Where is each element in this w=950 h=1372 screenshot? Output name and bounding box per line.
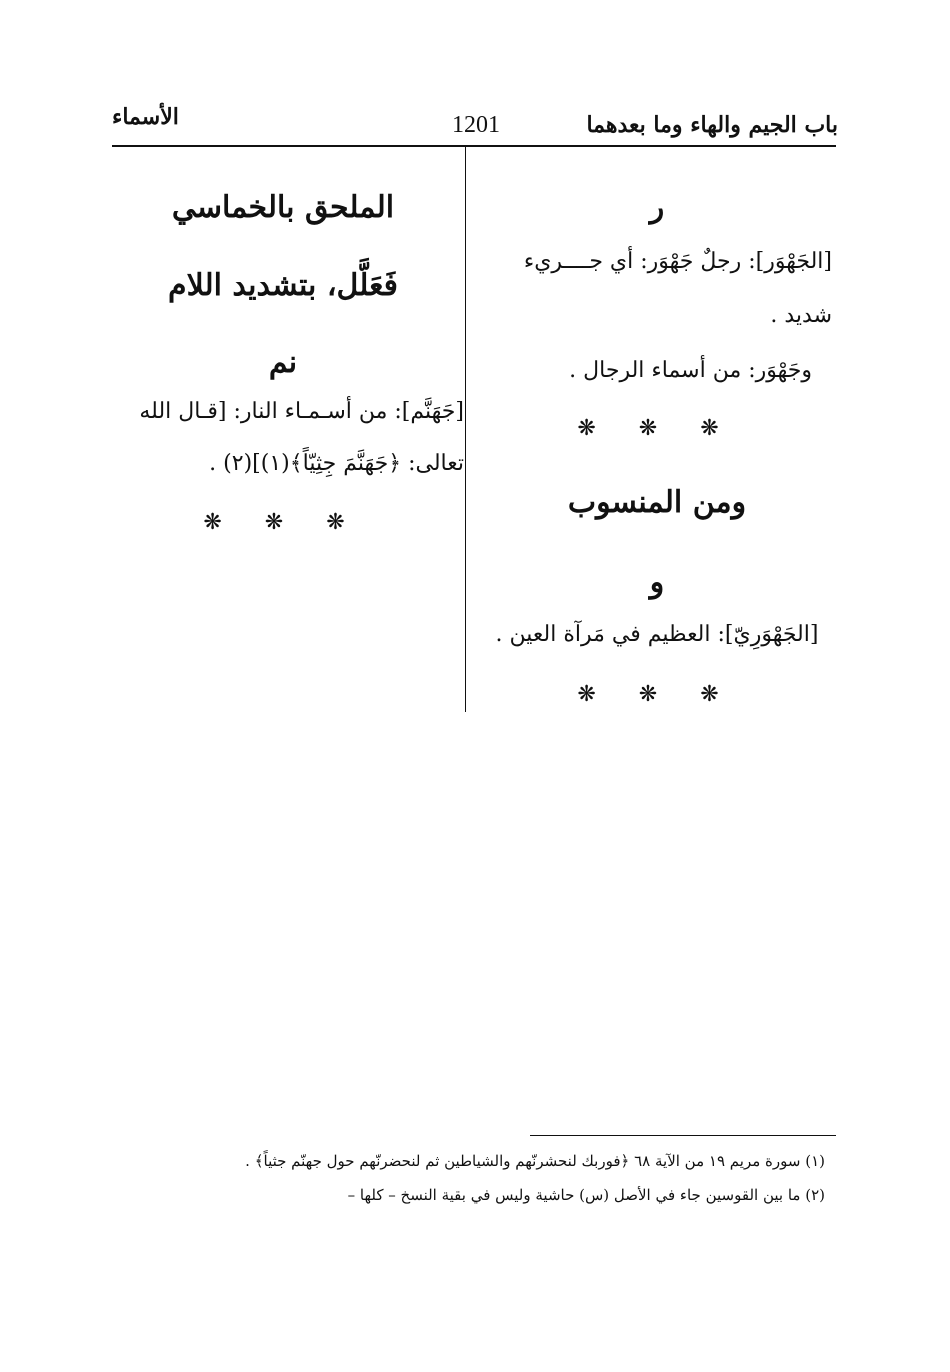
header-rule xyxy=(112,145,836,147)
entry-jahwari: [الجَهْوَرِيّ]: العظيم في مَرآة العين . xyxy=(495,622,819,647)
footnote-1: (١) سورة مريم ١٩ من الآية ٦٨ ﴿فوربك لنحشرنّهم والشياطين ثم لنحضرنّهم حول جهنّم جثياً﴾ . xyxy=(245,1152,825,1170)
footnote-rule xyxy=(530,1135,836,1136)
section-heading-mulhaq: الملحق بالخماسي xyxy=(171,190,395,225)
root-letters-nm: نم xyxy=(268,345,298,380)
entry-jahannam-line1: [جَهَنَّم]: من أسـمـاء النار: [قـال الله xyxy=(139,399,464,424)
entry-jahwar-name: وجَهْوَر: من أسماء الرجال . xyxy=(569,358,812,383)
entry-jahwar-line1: [الجَهْوَر]: رجلٌ جَهْوَر: أي جــــريء xyxy=(523,249,832,274)
section-heading-mansub: ومن المنسوب xyxy=(567,485,747,520)
entry-jahannam-line2: تعالى: ﴿جَهَنَّمَ جِثِيّاً﴾(١)](٢) . xyxy=(209,451,464,476)
separator-stars: ❋ ❋ ❋ xyxy=(577,682,737,707)
footnote-2: (٢) ما بين القوسين جاء في الأصل (س) حاشية وليس في بقية النسخ – كلها – xyxy=(347,1186,825,1204)
root-letter-ra: ر xyxy=(649,190,665,225)
column-divider xyxy=(465,146,466,712)
root-letter-waw: و xyxy=(649,565,665,600)
section-heading-faallal: فَعَلَّل، بتشديد اللام xyxy=(168,268,398,303)
separator-stars: ❋ ❋ ❋ xyxy=(203,510,363,535)
separator-stars: ❋ ❋ ❋ xyxy=(577,416,737,441)
running-head-section: الأسماء xyxy=(112,104,179,130)
running-head-chapter: باب الجيم والهاء وما بعدهما xyxy=(586,112,838,138)
entry-jahwar-line2: شديد . xyxy=(770,303,832,328)
page-number: 1201 xyxy=(452,112,500,138)
